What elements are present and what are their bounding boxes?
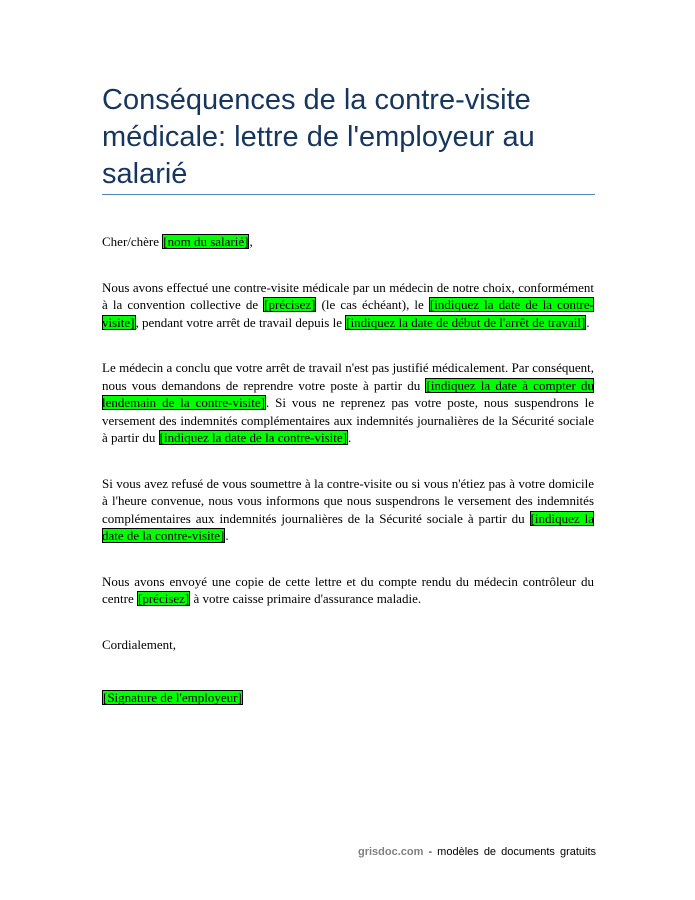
paragraph-3 <box>102 475 594 545</box>
punctuation: . <box>348 430 352 445</box>
title-divider <box>102 194 595 195</box>
signature-line <box>102 689 594 707</box>
paragraph-text: (le cas échéant), le <box>316 297 429 312</box>
paragraph-text: . Si vous ne reprenez pas votre poste, nous suspendrons le versement des indemnités complémentaires aux indemnités journalières de la Sécurité sociale à partir du <box>102 395 594 445</box>
letter-body <box>102 233 594 735</box>
paragraph-4 <box>102 573 594 608</box>
placeholder-signature: [Signature de l'employeur] <box>103 690 242 705</box>
salutation <box>102 233 594 251</box>
paragraph-2 <box>102 359 594 447</box>
salutation-text: Cher/chère <box>102 234 163 249</box>
punctuation: . <box>225 528 229 543</box>
footer-tagline: - modèles de documents gratuits <box>423 846 597 858</box>
paragraph-text: Nous avons effectué une contre-visite médicale par un médecin de notre choix, conformément à la convention collective de <box>102 279 594 312</box>
paragraph-text: Le médecin a conclu que votre arrêt de travail n'est pas justifié médicalement. Par conséquent, nous vous demandons de reprendre votre poste à partir du <box>102 360 594 393</box>
punctuation: . <box>586 314 590 330</box>
paragraph-text: à votre caisse primaire d'assurance maladie. <box>190 591 422 606</box>
placeholder-convention: [précisez] <box>264 297 316 312</box>
document-title: Conséquences de la contre-visite médicale: lettre de l'employeur au salarié <box>102 84 535 190</box>
paragraph-text: Si vous avez refusé de vous soumettre à la contre-visite ou si vous n'étiez pas à votre domicile à l'heure convenue, nous vous informons que nous suspendrons le versement des indemnités complémentaires aux indemnités journalières de la Sécurité sociale à partir du <box>102 475 594 526</box>
paragraph-text: Nous avons envoyé une copie de cette lettre et du compte rendu du médecin contrôleur du centre <box>102 573 594 606</box>
paragraph-text: , pendant votre arrêt de travail depuis le <box>135 314 346 330</box>
placeholder-resume-date: [indiquez la date à compter du lendemain de la contre-visite] <box>102 377 594 410</box>
placeholder-center: [précisez] <box>138 591 190 606</box>
paragraph-1 <box>102 279 594 332</box>
placeholder-visit-date: [indiquez la date de la contre-visite] <box>159 430 348 445</box>
placeholder-visit-date: [indiquez la date de la contre-visite] <box>102 297 594 330</box>
closing: Cordialement, <box>102 636 177 652</box>
placeholder-visit-date: [indiquez la date de la contre-visite] <box>102 510 594 543</box>
placeholder-leave-start-date: [indiquez la date de début de l'arrêt de travail] <box>346 314 586 330</box>
footer-brand: grisdoc.com <box>358 846 424 858</box>
punctuation: , <box>249 234 253 249</box>
placeholder-employee-name: [nom du salarié] <box>163 234 249 249</box>
footer <box>358 846 596 858</box>
